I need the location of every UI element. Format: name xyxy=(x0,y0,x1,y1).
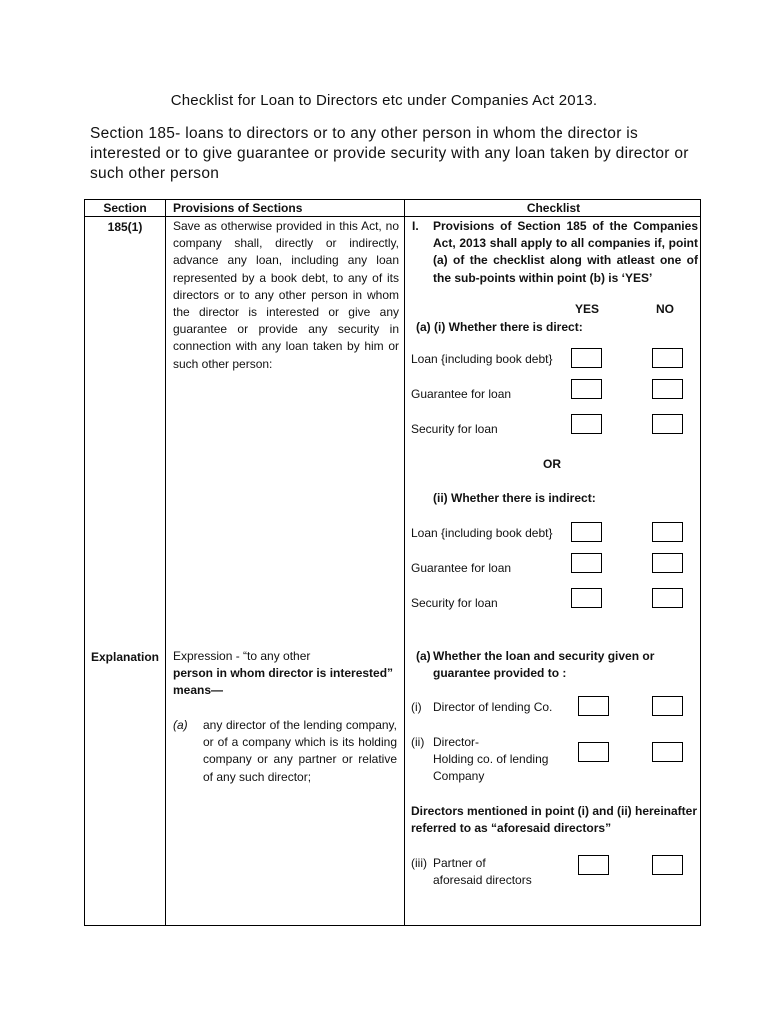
section-heading: Section 185- loans to directors or to any other person in whom the director is interested or to give guarantee or provide security with any loan taken by director or such other person xyxy=(90,125,689,182)
item-iii-no-checkbox[interactable] xyxy=(652,855,683,875)
item-i-text: Director of lending Co. xyxy=(433,700,553,714)
indirect-heading: (ii) Whether there is indirect: xyxy=(433,491,596,505)
item-ii-no-checkbox[interactable] xyxy=(652,742,683,762)
direct-item-security: Security for loan xyxy=(411,422,498,436)
direct-security-no-checkbox[interactable] xyxy=(652,414,683,434)
item-ii-line-3: Company xyxy=(433,769,485,783)
header-provisions: Provisions of Sections xyxy=(173,201,303,215)
indirect-loan-no-checkbox[interactable] xyxy=(652,522,683,542)
item-iii-line-2: aforesaid directors xyxy=(433,873,532,887)
item-ii-line-2: Holding co. of lending xyxy=(433,752,549,766)
item-ii-yes-checkbox[interactable] xyxy=(578,742,609,762)
direct-guarantee-yes-checkbox[interactable] xyxy=(571,379,602,399)
item-iii-line-1: Partner of xyxy=(433,856,486,870)
item-iii-number: (iii) xyxy=(411,856,427,870)
checklist-intro: Provisions of Section 185 of the Companies Act, 2013 shall apply to all companies if, point (a) of the checklist along with atleast one of the sub-points within point (b) is ‘YES’ xyxy=(433,219,698,285)
or-label: OR xyxy=(543,457,561,471)
direct-security-yes-checkbox[interactable] xyxy=(571,414,602,434)
direct-loan-yes-checkbox[interactable] xyxy=(571,348,602,368)
indirect-guarantee-no-checkbox[interactable] xyxy=(652,553,683,573)
no-column-label: NO xyxy=(656,302,674,316)
item-iii-yes-checkbox[interactable] xyxy=(578,855,609,875)
check-a-text: Whether the loan and security given or guarantee provided to : xyxy=(433,649,655,681)
direct-item-guarantee: Guarantee for loan xyxy=(411,387,512,401)
aforesaid-directors-note: Directors mentioned in point (i) and (ii) hereinafter referred to as “aforesaid directors” xyxy=(411,804,698,836)
sub-item-a-marker: (a) xyxy=(173,718,188,732)
indirect-security-yes-checkbox[interactable] xyxy=(571,588,602,608)
header-divider xyxy=(85,216,700,217)
indirect-item-security: Security for loan xyxy=(411,596,498,610)
column-divider xyxy=(404,200,405,925)
yes-column-label: YES xyxy=(575,302,600,316)
item-i-number: (i) xyxy=(411,700,422,714)
header-checklist: Checklist xyxy=(526,201,581,215)
item-ii-line-1: Director- xyxy=(433,735,480,749)
direct-item-loan: Loan {including book debt} xyxy=(411,352,553,366)
indirect-item-loan: Loan {including book debt} xyxy=(411,526,553,540)
expression-line-1: Expression - “to any other xyxy=(173,649,311,663)
direct-heading: (a) (i) Whether there is direct: xyxy=(416,320,583,334)
column-divider xyxy=(165,200,166,925)
direct-guarantee-no-checkbox[interactable] xyxy=(652,379,683,399)
explanation-label: Explanation xyxy=(90,650,159,664)
provision-text: Save as otherwise provided in this Act, no company shall, directly or indirectly, advance any loan, including any loan represented by a book debt, to any of its directors or to any other person in whom the director is interested or give any guarantee or provide any security in connection with any loan taken by him or such other person: xyxy=(173,219,399,371)
section-number: 185(1) xyxy=(107,220,143,234)
checklist-table xyxy=(84,199,701,926)
item-ii-number: (ii) xyxy=(411,735,425,749)
expression-line-2: person in whom director is interested” xyxy=(173,666,394,680)
item-i-yes-checkbox[interactable] xyxy=(578,696,609,716)
direct-loan-no-checkbox[interactable] xyxy=(652,348,683,368)
document-title: Checklist for Loan to Directors etc under Companies Act 2013. xyxy=(170,92,598,109)
checklist-intro-number: I. xyxy=(412,219,419,233)
indirect-security-no-checkbox[interactable] xyxy=(652,588,683,608)
check-a-marker: (a) xyxy=(416,649,431,663)
indirect-item-guarantee: Guarantee for loan xyxy=(411,561,512,575)
item-i-no-checkbox[interactable] xyxy=(652,696,683,716)
header-section: Section xyxy=(103,201,147,215)
indirect-guarantee-yes-checkbox[interactable] xyxy=(571,553,602,573)
indirect-loan-yes-checkbox[interactable] xyxy=(571,522,602,542)
expression-line-3: means— xyxy=(173,683,224,697)
sub-item-a-text: any director of the lending company, or of a company which is its holding company or any partner or relative of any such director; xyxy=(203,718,397,784)
